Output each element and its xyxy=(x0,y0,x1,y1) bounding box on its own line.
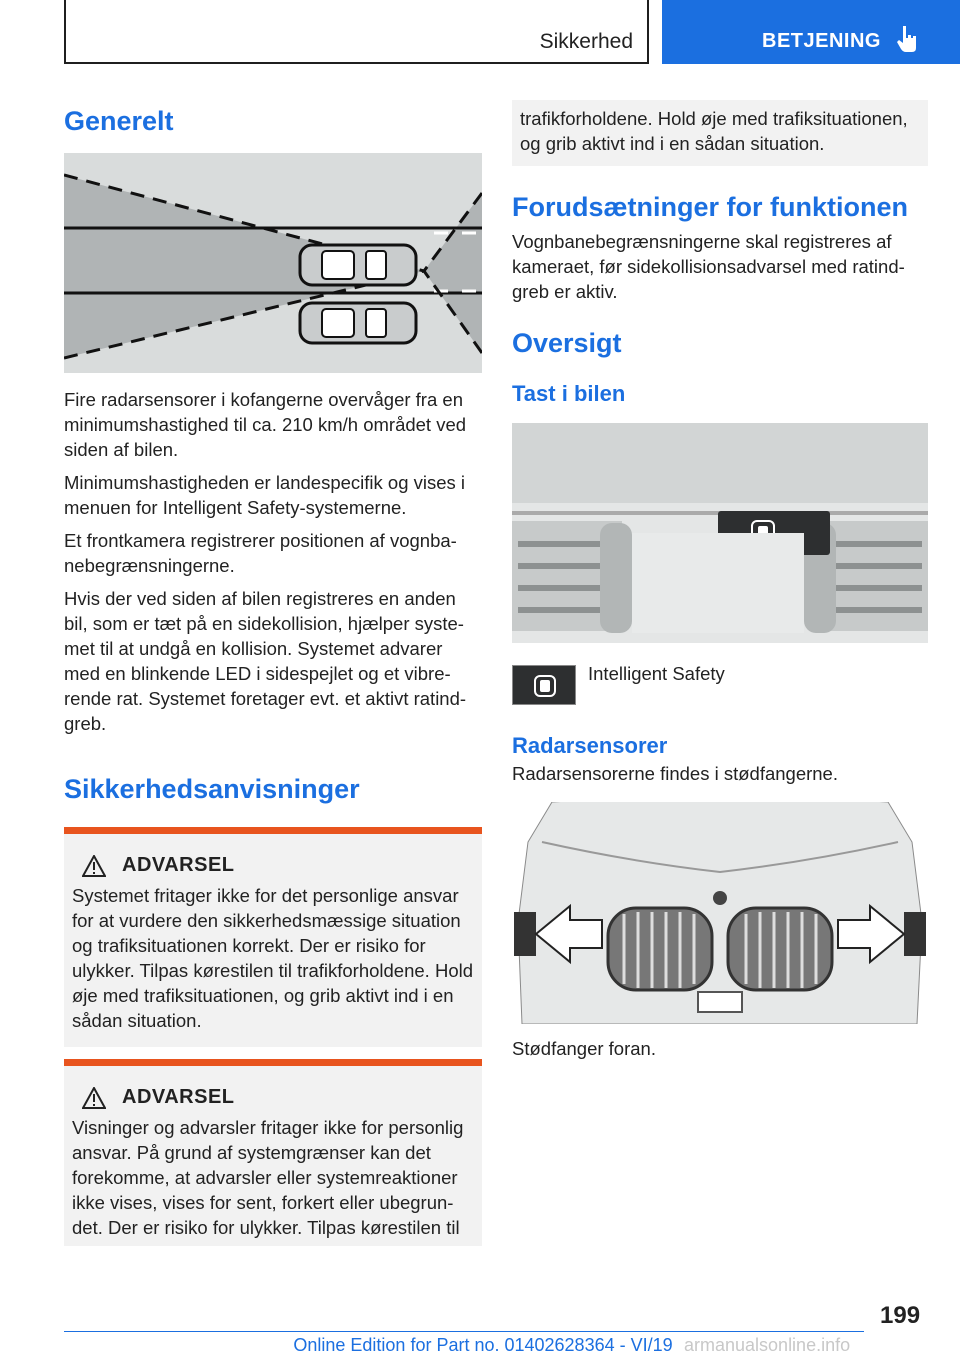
section-title: Sikkerhed xyxy=(539,30,633,53)
para-3: Et frontkamera registrerer positionen af vognba- nebegrænsningerne. xyxy=(64,530,457,576)
warning-box-2 xyxy=(64,1059,482,1246)
edition-text: Online Edition for Part no. 01402628364 - VI/19 xyxy=(293,1335,673,1355)
bumper-svg xyxy=(512,802,928,1024)
intelligent-safety-button[interactable] xyxy=(512,665,576,705)
car-top xyxy=(300,245,416,285)
bumper-image xyxy=(512,802,928,1024)
para-2: Minimumshastigheden er landespecifik og vises i menuen for Intelligent Safety-systemerne. xyxy=(64,472,466,518)
warning-continued-text: trafikforholdene. Hold øje med trafiksituationen, og grib aktivt ind i en sådan situation. xyxy=(520,108,908,154)
warning-triangle-icon xyxy=(82,1087,106,1109)
intelligent-safety-label: Intelligent Safety xyxy=(588,663,725,684)
car-bottom xyxy=(300,303,416,343)
chapter-title: BETJENING xyxy=(762,30,881,52)
footer-divider xyxy=(64,1331,864,1332)
pointing-hand-icon xyxy=(894,24,920,54)
right-column xyxy=(512,100,928,1061)
lane-diagram-image xyxy=(64,153,482,373)
header-section-box xyxy=(64,0,649,64)
warning-1-title: ADVARSEL xyxy=(122,854,235,876)
left-column xyxy=(64,100,482,1246)
warning-1-text: Systemet fritager ikke for det personlige ansvar for at vurdere den sikkerhedsmæssige situation og trafiksituationen korrekt. Der er risiko for ulykker. Tilpas kørestilen til trafikforholdene. Hold øje med trafiksituationen, og grib aktivt ind i en sådan situation. xyxy=(72,885,474,1031)
warning-2-text: Visninger og advarsler fritager ikke for personlig ansvar. På grund af systemgrænser kan det forekomme, at advarsler eller systemreaktioner ikke vises, vises for sent, forkert eller ubegrun- det. Der er risiko for ulykker. Tilpas kørestilen til xyxy=(72,1117,464,1238)
heading-generelt: Generelt xyxy=(64,106,174,136)
heading-sikkerhedsanvisninger: Sikkerhedsanvisninger xyxy=(64,774,360,804)
heading-oversigt: Oversigt xyxy=(512,328,622,358)
prereq-text: Vognbanebegrænsningerne skal registreres af kameraet, før sidekollisionsadvarsel med ratind- greb er aktiv. xyxy=(512,231,905,302)
car-safety-icon xyxy=(513,666,577,706)
dashboard-button-image xyxy=(512,423,928,643)
watermark: armanualsonline.info xyxy=(684,1335,851,1355)
para-1: Fire radarsensorer i kofangerne overvåger fra en minimumshastighed til ca. 210 km/h området ved siden af bilen. xyxy=(64,389,467,460)
header-chapter-tab[interactable] xyxy=(662,0,960,64)
heading-forudsaetninger: Forudsætninger for funktionen xyxy=(512,192,908,222)
heading-tast-i-bilen: Tast i bilen xyxy=(512,381,626,406)
page-number: 199 xyxy=(880,1302,921,1329)
intelligent-safety-row xyxy=(512,661,928,717)
warning-triangle-icon xyxy=(82,855,106,877)
warning-continued-box xyxy=(512,100,928,166)
warning-box-1 xyxy=(64,827,482,1047)
warning-2-title: ADVARSEL xyxy=(122,1086,235,1108)
heading-radarsensorer: Radarsensorer xyxy=(512,733,668,758)
lane-diagram-svg xyxy=(64,153,482,373)
dashboard-svg xyxy=(512,423,928,643)
radar-text: Radarsensorerne findes i stødfangerne. xyxy=(512,763,838,784)
bumper-caption: Stødfanger foran. xyxy=(512,1038,656,1059)
para-4: Hvis der ved siden af bilen registreres en anden bil, som er tæt på en sidekollision, hjælper syste- met til at undgå en kollision. Systemet advarer med en blinkende LED i sidespejlet og et vibre- rende rat. Systemet foretager evt. et aktivt ratind- greb. xyxy=(64,588,467,734)
